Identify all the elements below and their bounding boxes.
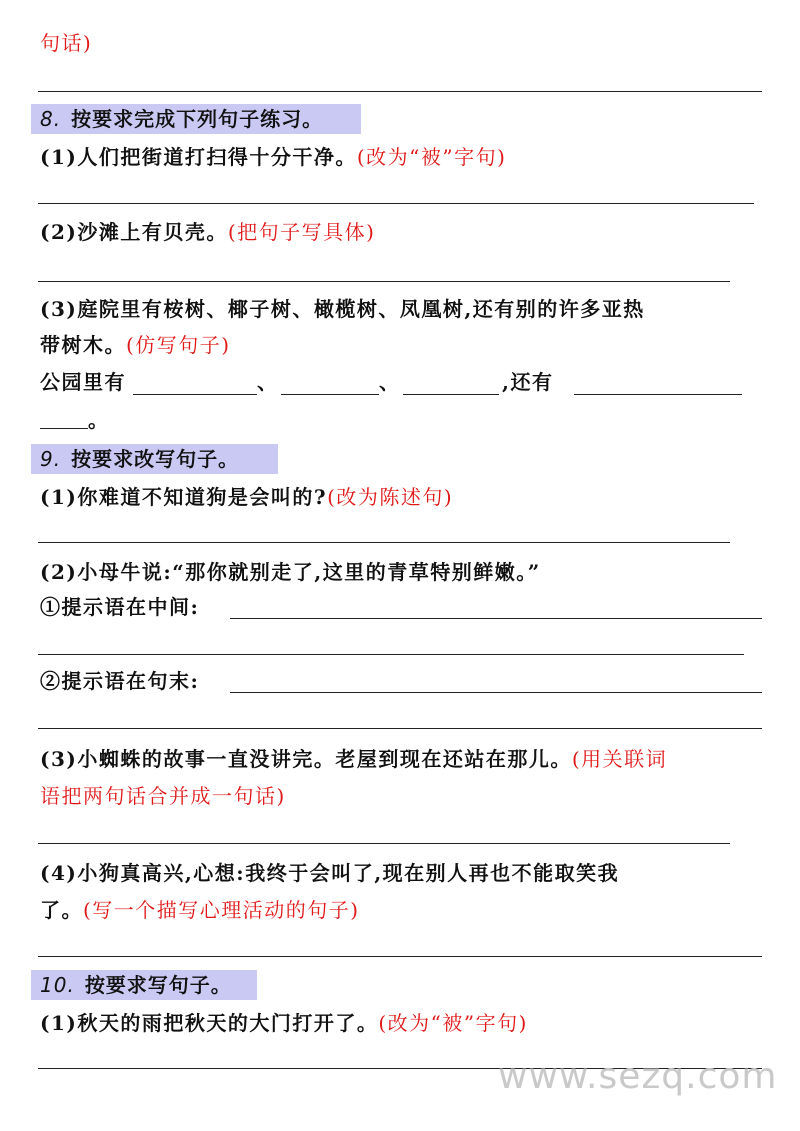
question-text: 小蜘蛛的故事一直没讲完。老屋到现在还站在那儿。 — [77, 747, 572, 771]
question-index: (3) — [40, 297, 78, 321]
option-middle-label: ①提示语在中间: — [40, 595, 200, 619]
question-text: 你难道不知道狗是会叫的? — [77, 485, 328, 509]
question-text: 秋天的雨把秋天的大门打开了。 — [77, 1011, 379, 1035]
section-heading-9 — [40, 444, 239, 474]
question-hint: (写一个描写心理活动的句子) — [83, 898, 360, 922]
answer-line[interactable] — [38, 843, 730, 844]
fill-blank-4[interactable] — [574, 394, 742, 395]
answer-line[interactable] — [38, 728, 762, 729]
answer-line[interactable] — [38, 654, 744, 655]
section-heading-8 — [40, 104, 323, 134]
continued-hint: 句话) — [40, 31, 93, 55]
question-text: 沙滩上有贝壳。 — [77, 220, 228, 244]
fill-separator: 、 — [257, 370, 279, 394]
fill-blank-1[interactable] — [133, 394, 257, 395]
fill-separator: ,还有 — [502, 370, 554, 394]
question-index: (2) — [40, 560, 78, 584]
answer-line[interactable] — [230, 618, 762, 619]
section-title: 按要求写句子。 — [84, 973, 232, 997]
fill-end: 。 — [88, 408, 110, 432]
question-index: (1) — [40, 485, 78, 509]
answer-line[interactable] — [230, 692, 762, 693]
question-10-1 — [40, 1010, 528, 1036]
question-9-4-line2 — [40, 897, 360, 923]
question-hint: (改为陈述句) — [327, 485, 454, 509]
question-index: (3) — [40, 747, 78, 771]
fill-separator: 、 — [379, 370, 401, 394]
question-text: 小母牛说:“那你就别走了,这里的青草特别鲜嫩。” — [77, 560, 541, 584]
section-number: 10. — [40, 973, 75, 997]
question-text: 庭院里有桉树、椰子树、橄榄树、凤凰树,还有别的许多亚热 — [77, 297, 645, 321]
answer-line[interactable] — [38, 281, 730, 282]
question-index: (4) — [40, 861, 78, 885]
fill-blank-2[interactable] — [281, 394, 379, 395]
question-index: (1) — [40, 1011, 78, 1035]
question-text: 小狗真高兴,心想:我终于会叫了,现在别人再也不能取笑我 — [77, 861, 620, 885]
question-8-1 — [40, 144, 506, 170]
section-heading-10 — [40, 970, 232, 1000]
question-hint: (仿写句子) — [126, 333, 231, 357]
option-end-label: ②提示语在句末: — [40, 669, 200, 693]
question-text: 人们把街道打扫得十分干净。 — [77, 145, 357, 169]
question-9-4-line1 — [40, 860, 619, 886]
answer-line — [38, 91, 762, 92]
question-index: (1) — [40, 145, 78, 169]
fill-blank-4-cont[interactable] — [40, 428, 88, 429]
section-number: 9. — [40, 447, 62, 471]
question-8-3-line2 — [40, 332, 231, 358]
watermark: www.sezq.com — [498, 1056, 778, 1097]
question-hint: (改为“被”字句) — [378, 1011, 528, 1035]
question-text-cont: 带树木。 — [40, 333, 126, 357]
question-9-2 — [40, 559, 541, 585]
section-number: 8. — [40, 107, 62, 131]
question-8-2 — [40, 219, 375, 245]
section-title: 按要求完成下列句子练习。 — [71, 107, 324, 131]
question-text-cont: 了。 — [40, 898, 83, 922]
fill-prefix: 公园里有 — [40, 370, 126, 394]
answer-line[interactable] — [38, 203, 754, 204]
fill-blank-3[interactable] — [403, 394, 499, 395]
answer-line[interactable] — [38, 956, 762, 957]
question-8-3-line1 — [40, 296, 645, 322]
question-hint: (用关联词 — [571, 747, 668, 771]
question-hint-cont: 语把两句话合并成一句话) — [40, 784, 286, 808]
question-9-1 — [40, 484, 453, 510]
question-9-3-line1 — [40, 746, 667, 772]
question-hint: (改为“被”字句) — [356, 145, 507, 169]
question-hint: (把句子写具体) — [227, 220, 376, 244]
section-title: 按要求改写句子。 — [71, 447, 240, 471]
answer-line[interactable] — [38, 542, 730, 543]
question-index: (2) — [40, 220, 78, 244]
